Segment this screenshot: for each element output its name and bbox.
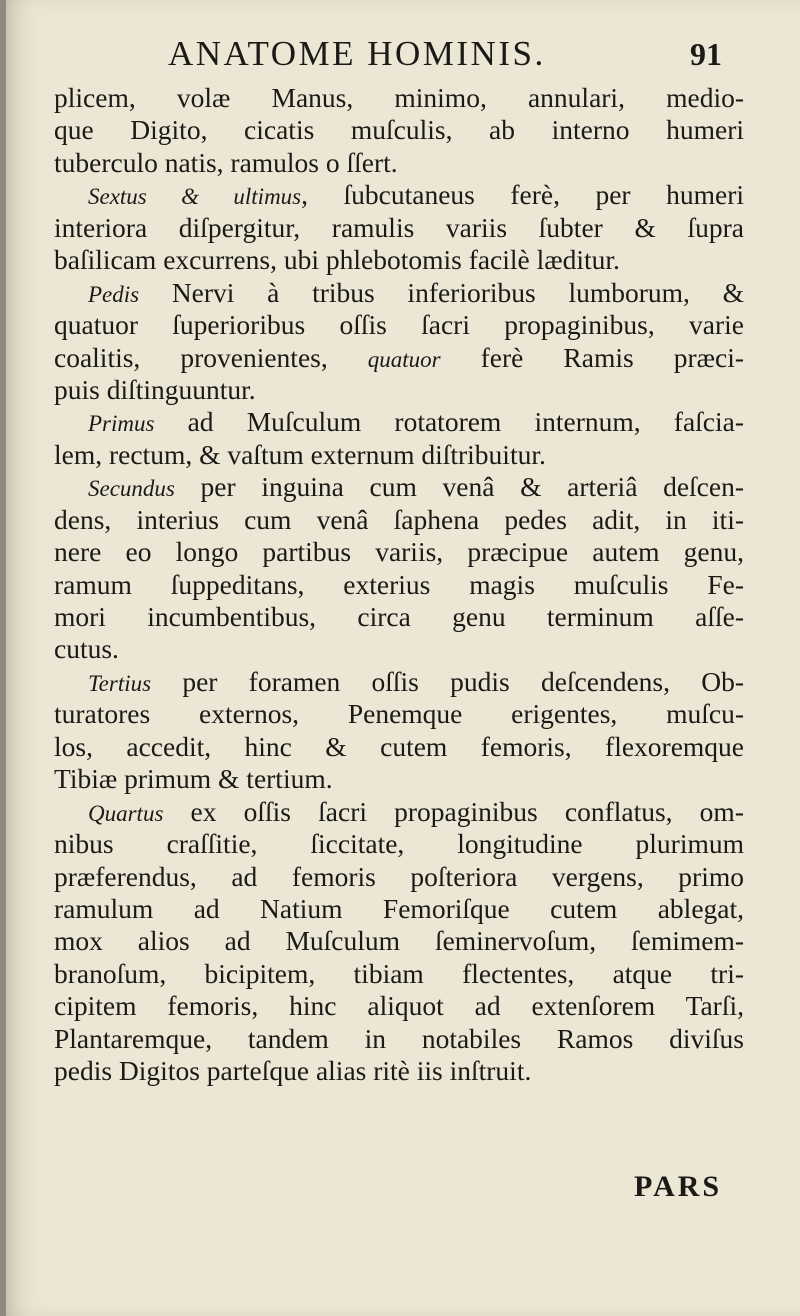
italic-term: Tertius — [88, 670, 152, 696]
text-line — [54, 277, 744, 309]
text-line — [54, 179, 744, 211]
text-line — [54, 861, 744, 893]
text-line — [54, 212, 744, 244]
text-line — [54, 990, 744, 1022]
text-run: lem, rectum, & vaſtum externum diſtribuitur. — [54, 438, 546, 470]
text-line — [54, 147, 744, 179]
text-run: nibus craſſitie, ſiccitate, longitudine plurimum — [54, 828, 744, 860]
paragraph — [54, 179, 744, 276]
catchword: PARS — [634, 1170, 723, 1203]
text-line — [54, 796, 744, 828]
text-line — [54, 374, 744, 406]
text-run: puis diſtinguuntur. — [54, 373, 256, 405]
text-line — [54, 601, 744, 633]
paragraph — [54, 796, 744, 1088]
text-run: turatores externos, Penemque erigentes, muſcu- — [54, 698, 744, 730]
paragraph — [54, 471, 744, 666]
text-line — [54, 439, 744, 471]
text-run: baſilicam excurrens, ubi phlebotomis facilè læditur. — [54, 244, 620, 276]
text-run: Nervi à tribus inferioribus lumborum, & — [139, 276, 744, 308]
text-run: ferè Ramis præci- — [440, 341, 744, 373]
text-run: branoſum, bicipitem, tibiam flectentes, atque tri- — [54, 957, 744, 989]
text-line — [54, 698, 744, 730]
text-line — [54, 633, 744, 665]
text-run: , ſubcutaneus ferè, per humeri — [301, 179, 744, 211]
text-run: præferendus, ad femoris poſteriora vergens, primo — [54, 860, 744, 892]
text-line — [54, 828, 744, 860]
text-line — [54, 569, 744, 601]
italic-term: Secundus — [88, 476, 175, 502]
paragraph — [54, 406, 744, 471]
text-line — [54, 471, 744, 503]
body-text — [54, 82, 744, 1088]
text-line — [54, 958, 744, 990]
text-line — [54, 342, 744, 374]
text-run: dens, interius cum venâ ſaphena pedes adit, in iti- — [54, 503, 744, 535]
italic-term: Pedis — [88, 281, 140, 307]
text-line — [54, 406, 744, 438]
italic-term: Quartus — [88, 800, 164, 826]
page-header — [6, 28, 800, 76]
text-run: los, accedit, hinc & cutem femoris, flexoremque — [54, 730, 744, 762]
text-line — [54, 244, 744, 276]
text-run: ramum ſuppeditans, exterius magis muſculis Fe- — [54, 568, 744, 600]
text-line — [54, 1023, 744, 1055]
text-run: cipitem femoris, hinc aliquot ad extenſorem Tarſi, — [54, 990, 744, 1022]
italic-term: Primus — [88, 411, 155, 437]
paragraph — [54, 277, 744, 407]
running-title: ANATOME HOMINIS. — [168, 34, 546, 73]
text-run: mox alios ad Muſculum ſeminervoſum, ſemimem- — [54, 925, 744, 957]
text-line — [54, 666, 744, 698]
text-run: Plantaremque, tandem in notabiles Ramos diviſus — [54, 1022, 744, 1054]
book-page — [6, 0, 800, 1316]
text-run: plicem, volæ Manus, minimo, annulari, medio- — [54, 82, 744, 113]
paragraph — [54, 82, 744, 179]
text-line — [54, 504, 744, 536]
text-line — [54, 763, 744, 795]
paragraph — [54, 666, 744, 796]
text-line — [54, 893, 744, 925]
italic-term: Sextus & ultimus — [88, 184, 302, 210]
text-run: cutus. — [54, 633, 119, 665]
text-run: pedis Digitos parteſque alias ritè iis inſtruit. — [54, 1055, 532, 1087]
text-line — [54, 82, 744, 114]
text-run: per foramen oſſis pudis deſcendens, Ob- — [151, 665, 744, 697]
text-run: mori incumbentibus, circa genu terminum aſſe- — [54, 601, 744, 632]
text-run: quatuor ſuperioribus oſſis ſacri propaginibus, varie — [54, 309, 744, 341]
text-run: tuberculo natis, ramulos o ſſert. — [54, 146, 398, 178]
text-line — [54, 1055, 744, 1087]
text-run: Tibiæ primum & tertium. — [54, 763, 333, 795]
text-run: per inguina cum venâ & arteriâ deſcen- — [174, 471, 744, 503]
text-line — [54, 925, 744, 957]
text-run: ex oſſis ſacri propaginibus conflatus, om- — [163, 795, 744, 827]
italic-term: quatuor — [367, 346, 441, 372]
text-line — [54, 536, 744, 568]
text-line — [54, 731, 744, 763]
text-run: que Digito, cicatis muſculis, ab interno humeri — [54, 114, 744, 146]
text-line — [54, 309, 744, 341]
text-run: nere eo longo partibus variis, præcipue autem genu, — [54, 536, 744, 568]
text-run: ramulum ad Natium Femoriſque cutem ablegat, — [54, 892, 744, 924]
text-run: coalitis, provenientes, — [54, 341, 368, 373]
text-run: interiora diſpergitur, ramulis variis ſubter & ſupra — [54, 211, 744, 243]
page-number: 91 — [690, 36, 722, 72]
text-line — [54, 114, 744, 146]
text-run: ad Muſculum rotatorem internum, faſcia- — [154, 406, 744, 438]
